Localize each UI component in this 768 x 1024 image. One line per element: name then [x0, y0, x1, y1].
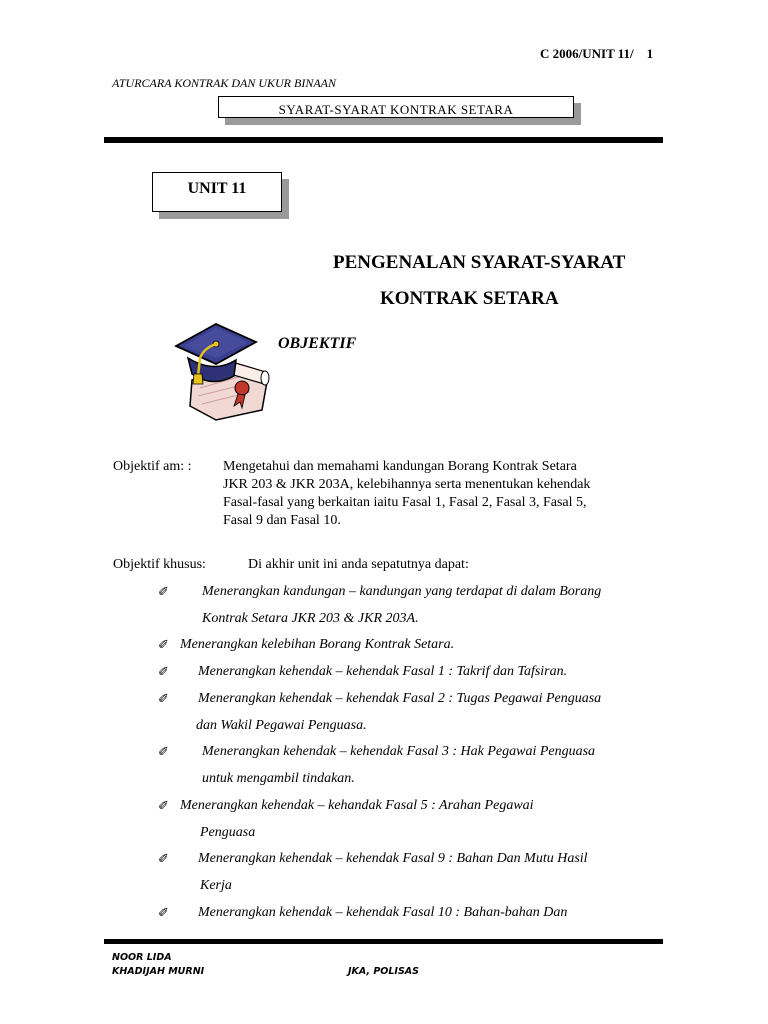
objektif-am-line: Mengetahui dan memahami kandungan Borang Kontrak Setara — [223, 459, 577, 474]
footer-author1: NOOR LIDA — [112, 952, 172, 963]
objektif-am-line: JKR 203 & JKR 203A, kelebihannya serta menentukan kehendak — [223, 477, 591, 492]
objective-item-line1: Menerangkan kehendak – kehendak Fasal 3 : Hak Pegawai Penguasa — [202, 744, 596, 759]
objective-item-line2: Kerja — [200, 878, 232, 893]
objektif-am-line: Fasal-fasal yang berkaitan iaitu Fasal 1, Fasal 2, Fasal 3, Fasal 5, — [223, 495, 587, 510]
pen-bullet-icon: ✐ — [158, 851, 169, 866]
graduation-cap-diploma-icon — [170, 318, 280, 423]
objective-item-line1: Menerangkan kelebihan Borang Kontrak Setara. — [180, 637, 455, 652]
footer-institution: JKA, POLISAS — [348, 966, 420, 977]
objektif-khusus-label: Objektif khusus: — [113, 557, 206, 572]
objektif-am-line: Fasal 9 dan Fasal 10. — [223, 513, 341, 528]
objective-item-line1: Menerangkan kehendak – kehendak Fasal 10 : Bahan-bahan Dan — [198, 905, 568, 920]
objective-item-line1: Menerangkan kandungan – kandungan yang terdapat di dalam Borang — [202, 584, 602, 599]
section-title-box — [218, 96, 574, 118]
course-title: ATURCARA KONTRAK DAN UKUR BINAAN — [112, 76, 337, 90]
objektif-am-label: Objektif am: : — [113, 459, 192, 474]
section-title: SYARAT-SYARAT KONTRAK SETARA — [278, 102, 514, 117]
pen-bullet-icon: ✐ — [158, 744, 169, 759]
objective-item-line1: Menerangkan kehendak – kehendak Fasal 9 : Bahan Dan Mutu Hasil — [198, 851, 588, 866]
objektif-heading: OBJEKTIF — [278, 335, 357, 352]
pen-bullet-icon: ✐ — [158, 798, 169, 813]
page-number: C 2006/UNIT 11/ 1 — [540, 46, 654, 61]
objective-item-line1: Menerangkan kehendak – kehandak Fasal 5 : Arahan Pegawai — [180, 798, 534, 813]
footer-divider — [104, 939, 663, 944]
objective-item-line2: Penguasa — [200, 825, 256, 840]
pen-bullet-icon: ✐ — [158, 905, 169, 920]
objective-item-line1: Menerangkan kehendak – kehendak Fasal 1 : Takrif dan Tafsiran. — [198, 664, 568, 679]
pen-bullet-icon: ✐ — [158, 664, 169, 679]
unit-label: UNIT 11 — [187, 180, 247, 197]
pen-bullet-icon: ✐ — [158, 637, 169, 652]
pen-bullet-icon: ✐ — [158, 584, 169, 599]
unit-title-line1: PENGENALAN SYARAT-SYARAT — [333, 252, 626, 273]
pen-bullet-icon: ✐ — [158, 691, 169, 706]
footer-author2: KHADIJAH MURNI — [112, 966, 205, 977]
objective-item-line2: Kontrak Setara JKR 203 & JKR 203A. — [202, 611, 419, 626]
objective-item-line1: Menerangkan kehendak – kehendak Fasal 2 : Tugas Pegawai Penguasa — [198, 691, 602, 706]
unit-box — [152, 172, 282, 212]
objective-item-line2: dan Wakil Pegawai Penguasa. — [196, 718, 367, 733]
objective-item-line2: untuk mengambil tindakan. — [202, 771, 355, 786]
unit-title-line2: KONTRAK SETARA — [380, 288, 559, 309]
header-divider — [104, 137, 663, 143]
objektif-khusus-intro: Di akhir unit ini anda sepatutnya dapat: — [248, 557, 469, 572]
